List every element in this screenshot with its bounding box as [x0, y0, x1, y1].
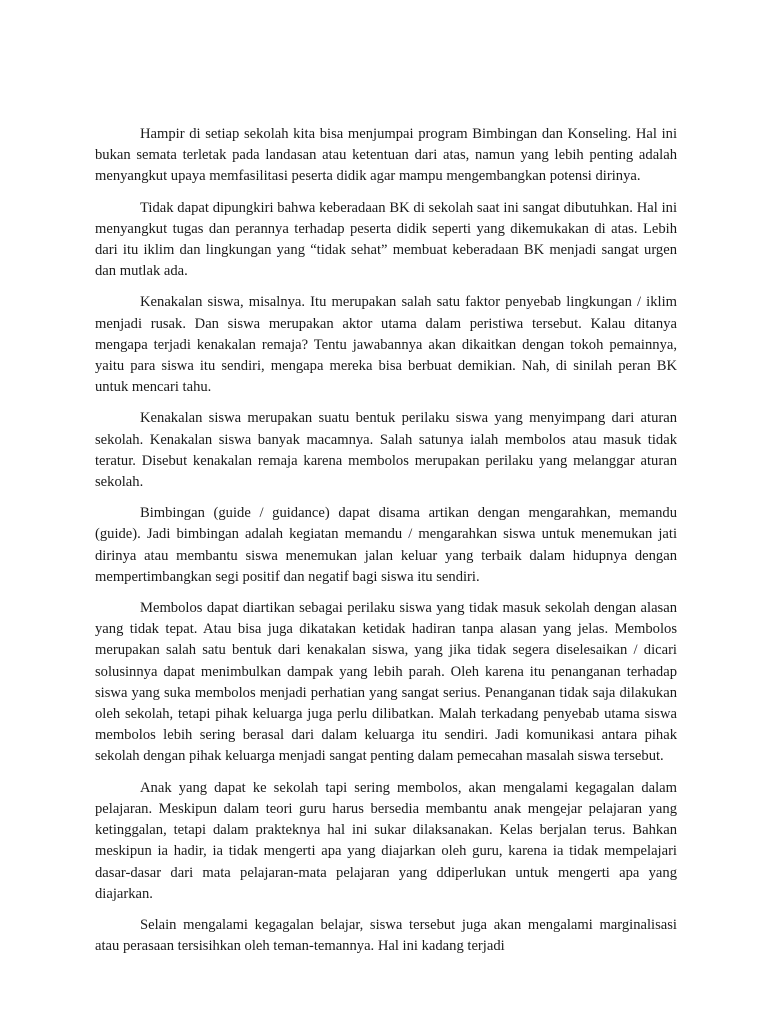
paragraph-8: Selain mengalami kegagalan belajar, siswa tersebut juga akan mengalami marginalisasi atau perasaan tersisihkan oleh teman-temannya. Hal ini kadang terjadi [95, 916, 677, 955]
paragraph-2: Tidak dapat dipungkiri bahwa keberadaan BK di sekolah saat ini sangat dibutuhkan. Hal ini menyangkut tugas dan perannya terhadap peserta didik seperti yang dikemukakan di atas. Lebih dari itu iklim dan lingkungan yang “tidak sehat” membuat keberadaan BK menjadi sangat urgen dan mutlak ada. [95, 199, 677, 280]
paragraph-7: Anak yang dapat ke sekolah tapi sering membolos, akan mengalami kegagalan dalam pelajaran. Meskipun dalam teori guru harus bersedia membantu anak mengejar pelajaran yang ketinggalan, tetapi dalam prakteknya hal ini sukar dilaksanakan. Kelas berjalan terus. Bahkan meskipun ia hadir, ia tidak mengerti apa yang diajarkan oleh guru, karena ia tidak mempelajari dasar-dasar dari mata pelajaran-mata pelajaran yang ddiperlukan untuk mengerti apa yang diajarkan. [95, 779, 677, 902]
paragraph-4: Kenakalan siswa merupakan suatu bentuk perilaku siswa yang menyimpang dari aturan sekolah. Kenakalan siswa banyak macamnya. Salah satunya ialah membolos atau masuk tidak teratur. Disebut kenakalan remaja karena membolos merupakan perilaku yang melanggar aturan sekolah. [95, 410, 677, 491]
paragraph-5: Bimbingan (guide / guidance) dapat disama artikan dengan mengarahkan, memandu (guide). Jadi bimbingan adalah kegiatan memandu / mengarahkan siswa untuk menemukan jati dirinya atau membantu siswa menemukan jalan keluar yang terbaik dalam hidupnya dengan mempertimbangkan segi positif dan negatif bagi siswa itu sendiri. [95, 505, 677, 585]
paragraph-6: Membolos dapat diartikan sebagai perilaku siswa yang tidak masuk sekolah dengan alasan yang tidak tepat. Atau bisa juga dikatakan ketidak hadiran tanpa alasan yang jelas. Membolos merupakan salah satu bentuk dari kenakalan siswa, yang jika tidak segera diselesaikan / dicari solusinnya dapat menimbulkan dampak yang lebih parah. Oleh karena itu penanganan terhadap siswa yang suka membolos menjadi perhatian yang sangat serius. Penanganan tidak saja dilakukan oleh sekolah, tetapi pihak keluarga juga perlu dilibatkan. Malah terkadang penyebab utama siswa membolos lebih sering berasal dari dalam keluarga itu sendiri. Jadi komunikasi antara pihak sekolah dengan pihak keluarga menjadi sangat penting dalam pemecahan masalah siswa tersebut. [95, 600, 677, 765]
paragraph-1: Hampir di setiap sekolah kita bisa menjumpai program Bimbingan dan Konseling. Hal ini bukan semata terletak pada landasan atau ketentuan dari atas, namun yang lebih penting adalah menyangkut upaya memfasilitasi peserta didik agar mampu mengembangkan potensi dirinya. [95, 126, 677, 185]
paragraph-3: Kenakalan siswa, misalnya. Itu merupakan salah satu faktor penyebab lingkungan / iklim menjadi rusak. Dan siswa merupakan aktor utama dalam peristiwa tersebut. Kalau ditanya mengapa terjadi kenakalan remaja? Tentu jawabannya akan dikaitkan dengan tokoh pemainnya, yaitu para siswa itu sendiri, mengapa mereka bisa berbuat demikian. Nah, di sinilah peran BK untuk mencari tahu. [95, 294, 677, 396]
document-page [95, 124, 677, 967]
